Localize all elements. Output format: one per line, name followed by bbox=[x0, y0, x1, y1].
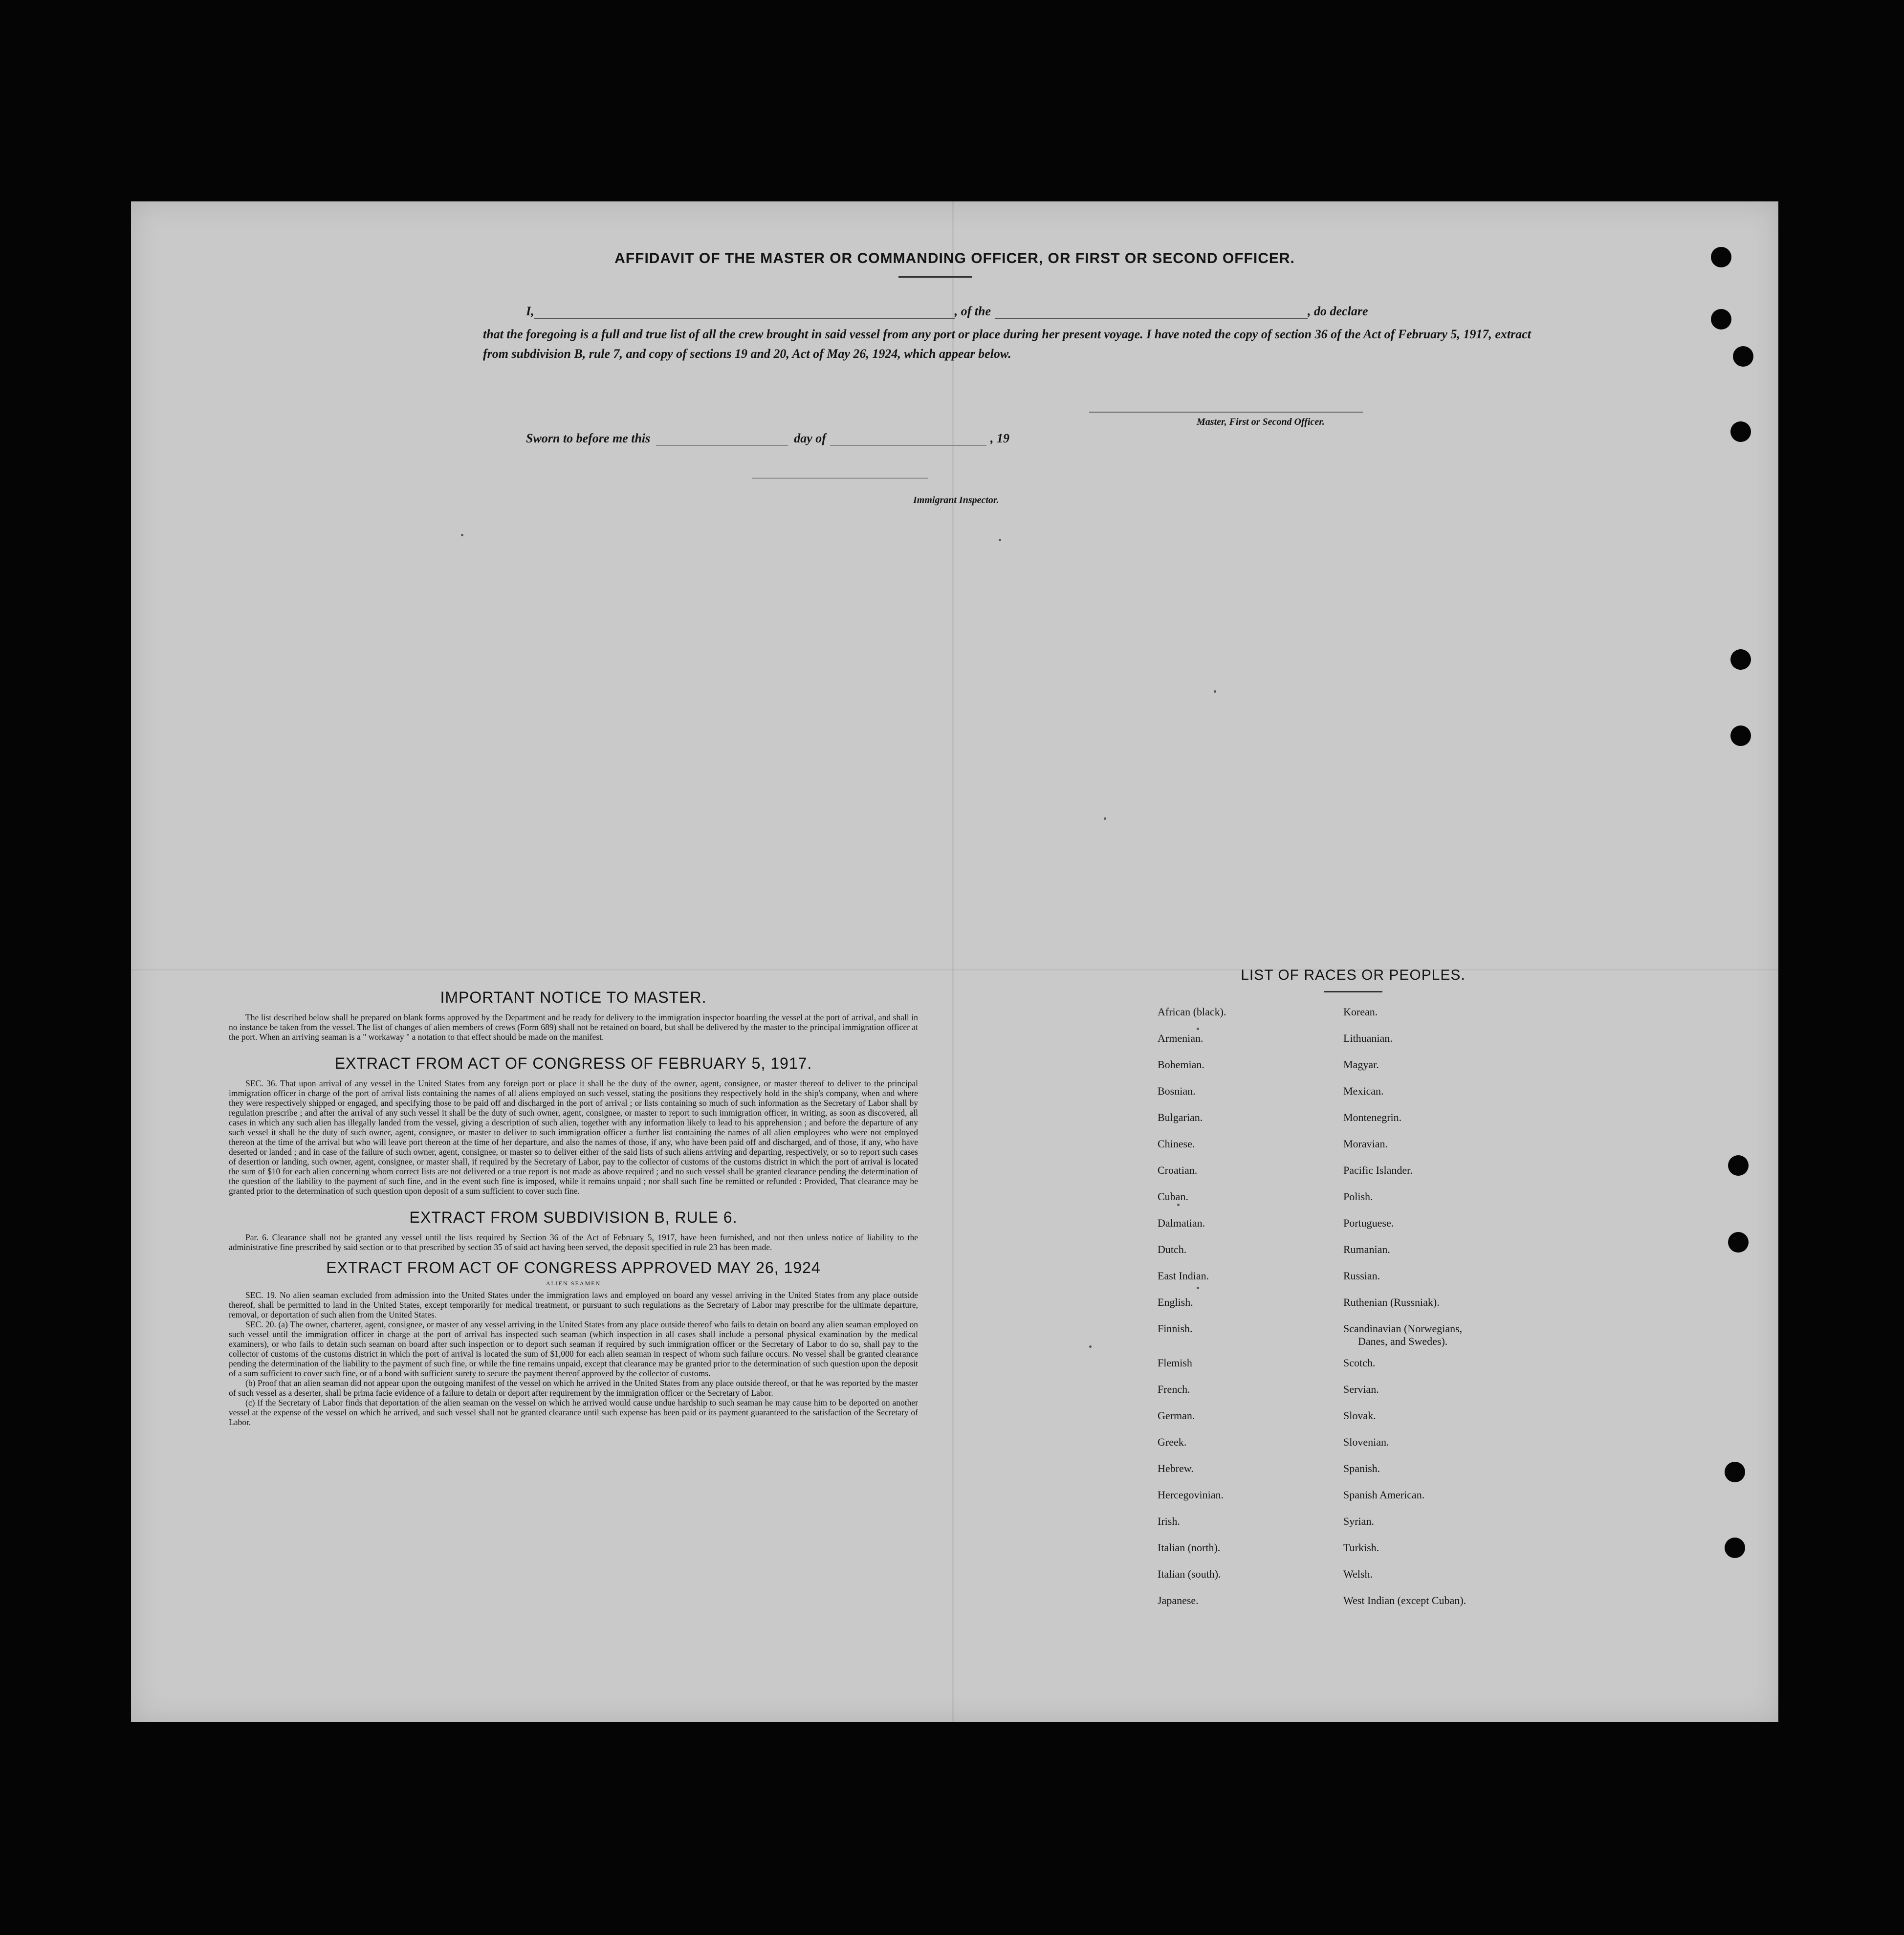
race-right: Syrian. bbox=[1343, 1515, 1374, 1527]
race-row bbox=[1158, 1270, 1549, 1295]
sworn-prefix: Sworn to before me this bbox=[526, 431, 651, 445]
sworn-line bbox=[526, 431, 1210, 446]
race-right: Montenegrin. bbox=[1343, 1111, 1402, 1123]
race-row bbox=[1158, 1568, 1549, 1593]
race-right: Welsh. bbox=[1343, 1568, 1373, 1580]
extract-1917-body bbox=[229, 1078, 918, 1196]
race-row bbox=[1158, 1243, 1549, 1269]
race-right: Portuguese. bbox=[1343, 1217, 1394, 1229]
race-row bbox=[1158, 1409, 1549, 1435]
punch-hole bbox=[1728, 1232, 1749, 1253]
race-right: Ruthenian (Russniak). bbox=[1343, 1296, 1440, 1308]
inspector-signature-line bbox=[752, 478, 928, 479]
race-row bbox=[1158, 1436, 1549, 1461]
punch-hole bbox=[1711, 309, 1731, 330]
inspector-label: Immigrant Inspector. bbox=[913, 495, 999, 506]
race-left: Finnish. bbox=[1158, 1322, 1193, 1335]
race-row bbox=[1158, 1085, 1549, 1110]
extract-1924-subtitle: ALIEN SEAMEN bbox=[546, 1280, 601, 1287]
name-blank bbox=[534, 309, 955, 319]
race-left: Chinese. bbox=[1158, 1138, 1195, 1150]
race-right: Moravian. bbox=[1343, 1138, 1388, 1150]
race-left: Croatian. bbox=[1158, 1164, 1198, 1176]
speck-mark bbox=[999, 539, 1001, 541]
affidavit-body: that the foregoing is a full and true list of all the crew brought in said vessel from any port or place during her present voyage. I have noted the copy of section 36 of the Act of February 5, 1917, extract from subdivision B, rule 7, and copy of sections 19 and 20, Act of May 26, 1924, which appear below. bbox=[483, 327, 1532, 361]
race-row bbox=[1158, 1594, 1549, 1620]
race-left: Irish. bbox=[1158, 1515, 1180, 1527]
punch-hole bbox=[1725, 1462, 1745, 1482]
race-left: East Indian. bbox=[1158, 1270, 1209, 1282]
speck-mark bbox=[1089, 1345, 1092, 1348]
extract-rule6-body bbox=[229, 1232, 918, 1252]
race-left: Dalmatian. bbox=[1158, 1217, 1205, 1229]
race-right: Scotch. bbox=[1343, 1357, 1376, 1369]
race-row bbox=[1158, 1541, 1549, 1567]
race-left: Hebrew. bbox=[1158, 1462, 1194, 1474]
extract-1924-paragraph: SEC. 20. (a) The owner, charterer, agent, consignee, or master of any vessel arriving in the United States from any place outside thereof who fails to detain on board any alien seaman employed on such vessel until the immigration officer in charge at the port of arrival has inspected such seaman (which inspection in all cases shall include a personal physical examination by the medical examiners), or who fails to detain such seaman on board after such inspection or to deport such seaman if required by such immigration officer or the Secretary of Labor to do so, shall pay to the collector of customs of the customs district in which the port of arrival is located the sum of $1,000 for each alien seaman in respect of whom such failure occurs. No vessel shall be granted clearance pending the determination of the liability to the payment of such fine, or while the fine remains unpaid, except that clearance may be granted prior to the determination of such question upon the deposit of a sum sufficient to cover such fine, or of a bond with sufficient surety to secure the payment thereof approved by the collector of customs. bbox=[229, 1319, 918, 1378]
extract-1917-title: EXTRACT FROM ACT OF CONGRESS OF FEBRUARY 5, 1917. bbox=[334, 1055, 812, 1072]
race-left: Greek. bbox=[1158, 1436, 1187, 1448]
race-right: Magyar. bbox=[1343, 1058, 1379, 1071]
race-row bbox=[1158, 1111, 1549, 1137]
race-left: Dutch. bbox=[1158, 1243, 1187, 1255]
speck-mark bbox=[1197, 1028, 1199, 1030]
race-left: Bosnian. bbox=[1158, 1085, 1196, 1097]
master-signature-label: Master, First or Second Officer. bbox=[1197, 417, 1325, 427]
notice-body bbox=[229, 1012, 918, 1042]
race-row bbox=[1158, 1190, 1549, 1216]
race-right: Scandinavian (Norwegians, bbox=[1343, 1322, 1463, 1335]
punch-hole bbox=[1728, 1155, 1749, 1176]
fold-line-vertical bbox=[952, 201, 954, 1722]
race-left: German. bbox=[1158, 1409, 1195, 1422]
race-left: Bohemian. bbox=[1158, 1058, 1204, 1071]
speck-mark bbox=[1177, 1204, 1180, 1206]
race-left: Japanese. bbox=[1158, 1594, 1199, 1606]
notice-paragraph: The list described below shall be prepared on blank forms approved by the Department and be ready for delivery to the immigration inspector boarding the vessel at the port of arrival, and shall in no instance be taken from the vessel. The list of changes of alien members of crews (Form 689) shall not be retained on board, but shall be delivered by the master to the principal immigration officer at the port. When an arriving seaman is a " workaway " a notation to that effect should be made on the manifest. bbox=[229, 1012, 918, 1042]
punch-hole bbox=[1730, 649, 1751, 670]
manifest-sheet bbox=[131, 201, 1778, 1722]
race-row bbox=[1158, 1032, 1549, 1057]
extract-1917-paragraph: SEC. 36. That upon arrival of any vessel in the United States from any foreign port or place it shall be the duty of the owner, agent, consignee, or master thereof to deliver to the principal immigration officer in charge of the port of arrival lists containing the names of all aliens employed on such vessel, stating the positions they respectively hold in the ship's company, when and where they were respectively shipped or engaged, and specifying those to be paid off and discharged in the port of arrival ; or lists containing so much of such information as the Secretary of Labor shall by regulation prescribe ; and after the arrival of any such vessel it shall be the duty of such owner, agent, consignee, or master to report to such immigration officer, in writing, as soon as discovered, all cases in which any such alien has illegally landed from the vessel, giving a description of such alien, together with any information likely to lead to his apprehension ; and before the departure of any such vessel it shall be the duty of such owner, agent, consignee, or master to deliver to such immigration officer a further list containing the names of all alien employees who were not employed thereon at the time of the arrival but who will leave port thereon at the time of her departure, and also the names of those, if any, who have been paid off and discharged, and of those, if any, who have deserted or landed ; and in case of the failure of such owner, agent, consignee, or master so to deliver either of the said lists of such aliens arriving and departing, respectively, or so to report such cases of desertion or landing, such owner, agent, consignee, or master shall, if required by the Secretary of Labor, pay to the collector of customs of the customs district in which the port of arrival is located the sum of $10 for each alien concerning whom correct lists are not delivered or a true report is not made as above required ; and no such vessel shall be granted clearance pending the determination of the question of the liability to the payment of such fine, and in the event such fine is imposed, while it remains unpaid ; nor shall such fine be remitted or refunded : Provided, That clearance may be granted prior to the determination of such question upon deposit of a sum sufficient to cover such fine. bbox=[229, 1078, 918, 1196]
race-left: Italian (north). bbox=[1158, 1541, 1221, 1554]
speck-mark bbox=[1214, 690, 1216, 693]
extract-1924-body bbox=[229, 1290, 918, 1427]
race-right: Korean. bbox=[1343, 1006, 1378, 1018]
race-left: Cuban. bbox=[1158, 1190, 1188, 1203]
race-left: Hercegovinian. bbox=[1158, 1489, 1224, 1501]
sworn-month-blank bbox=[830, 436, 986, 446]
race-row bbox=[1158, 1383, 1549, 1408]
affidavit-of-the: , of the bbox=[954, 304, 991, 318]
sworn-day-of: day of bbox=[794, 431, 826, 445]
race-row bbox=[1158, 1058, 1549, 1084]
notice-title: IMPORTANT NOTICE TO MASTER. bbox=[440, 989, 707, 1006]
race-right: Polish. bbox=[1343, 1190, 1373, 1203]
affidavit-i: I, bbox=[526, 304, 534, 318]
speck-mark bbox=[1197, 1287, 1199, 1289]
extract-1924-paragraph: (b) Proof that an alien seaman did not appear upon the outgoing manifest of the vessel on which he arrived in the United States from any place outside thereof, or that he was reported by the master of such vessel as a deserter, shall be prima facie evidence of a failure to detain or deport after requirement by the immigration officer or the Secretary of Labor. bbox=[229, 1378, 918, 1398]
race-right: Rumanian. bbox=[1343, 1243, 1390, 1255]
race-row bbox=[1158, 1515, 1549, 1540]
race-row bbox=[1158, 1164, 1549, 1189]
race-left: French. bbox=[1158, 1383, 1190, 1395]
punch-hole bbox=[1725, 1538, 1745, 1558]
affidavit-title-rule bbox=[898, 276, 972, 278]
sworn-date-blank bbox=[656, 436, 788, 446]
punch-hole bbox=[1730, 726, 1751, 746]
race-row bbox=[1158, 1217, 1549, 1242]
race-row bbox=[1158, 1296, 1549, 1321]
race-row bbox=[1158, 1489, 1549, 1514]
races-title-rule bbox=[1324, 991, 1382, 992]
master-signature-line bbox=[1089, 412, 1363, 413]
race-right: Lithuanian. bbox=[1343, 1032, 1393, 1044]
notices-column bbox=[229, 989, 918, 1427]
extract-1924-title: EXTRACT FROM ACT OF CONGRESS APPROVED MAY 26, 1924 bbox=[326, 1259, 821, 1276]
speck-mark bbox=[461, 534, 463, 536]
affidavit-declaration-line bbox=[526, 304, 1543, 319]
race-row bbox=[1158, 1138, 1549, 1163]
vessel-blank bbox=[995, 309, 1308, 319]
race-right: Spanish. bbox=[1343, 1462, 1380, 1474]
race-row bbox=[1158, 1357, 1549, 1382]
race-right: Russian. bbox=[1343, 1270, 1380, 1282]
extract-1924-paragraph: (c) If the Secretary of Labor finds that deportation of the alien seaman on the vessel on which he arrived would cause undue hardship to such seaman he may cause him to be deported on another vessel at the expense of the vessel on which he arrived, and such vessel shall not be granted clearance until such expense has been paid or its payment guaranteed to the satisfaction of the Secretary of Labor. bbox=[229, 1398, 918, 1427]
race-left: Armenian. bbox=[1158, 1032, 1204, 1044]
race-row bbox=[1158, 1006, 1549, 1031]
extract-1924-paragraph: SEC. 19. No alien seaman excluded from admission into the United States under the immigration laws and employed on board any vessel arriving in the United States from any place outside thereof, shall be permitted to land in the United States, except temporarily for medical treatment, or pursuant to such regulations as the Secretary of Labor may prescribe for the ultimate departure, removal, or deportation of such alien from the United States. bbox=[229, 1290, 918, 1319]
race-left: English. bbox=[1158, 1296, 1193, 1308]
race-left: Flemish bbox=[1158, 1357, 1192, 1369]
affidavit-title: AFFIDAVIT OF THE MASTER OR COMMANDING OFFICER, OR FIRST OR SECOND OFFICER. bbox=[614, 250, 1295, 266]
extract-rule6-title: EXTRACT FROM SUBDIVISION B, RULE 6. bbox=[409, 1209, 738, 1226]
race-right: Slovenian. bbox=[1343, 1436, 1389, 1448]
race-left: Italian (south). bbox=[1158, 1568, 1221, 1580]
race-left: African (black). bbox=[1158, 1006, 1226, 1018]
race-right: Turkish. bbox=[1343, 1541, 1379, 1554]
extract-rule6-paragraph: Par. 6. Clearance shall not be granted any vessel until the lists required by Section 36 of the Act of February 5, 1917, have been furnished, and not then unless notice of liability to the administrative fine prescribed by said section or to that prescribed by section 35 of said act having been served, the deposit specified in rule 23 has been made. bbox=[229, 1232, 918, 1252]
race-right: West Indian (except Cuban). bbox=[1343, 1594, 1466, 1606]
punch-hole bbox=[1730, 421, 1751, 442]
punch-hole bbox=[1733, 346, 1753, 367]
sworn-year: , 19 bbox=[990, 431, 1009, 445]
speck-mark bbox=[1104, 817, 1106, 820]
race-right: Servian. bbox=[1343, 1383, 1379, 1395]
races-title: LIST OF RACES OR PEOPLES. bbox=[1241, 967, 1466, 983]
race-right: Slovak. bbox=[1343, 1409, 1376, 1422]
affidavit-do-declare: , do declare bbox=[1308, 304, 1368, 318]
race-right-continued: Danes, and Swedes). bbox=[1358, 1335, 1448, 1347]
race-right: Mexican. bbox=[1343, 1085, 1384, 1097]
race-row bbox=[1158, 1462, 1549, 1488]
race-left: Bulgarian. bbox=[1158, 1111, 1203, 1123]
race-row bbox=[1158, 1322, 1549, 1348]
race-right: Spanish American. bbox=[1343, 1489, 1425, 1501]
race-right: Pacific Islander. bbox=[1343, 1164, 1413, 1176]
race-right-cell bbox=[1343, 1322, 1529, 1348]
punch-hole bbox=[1711, 247, 1731, 267]
